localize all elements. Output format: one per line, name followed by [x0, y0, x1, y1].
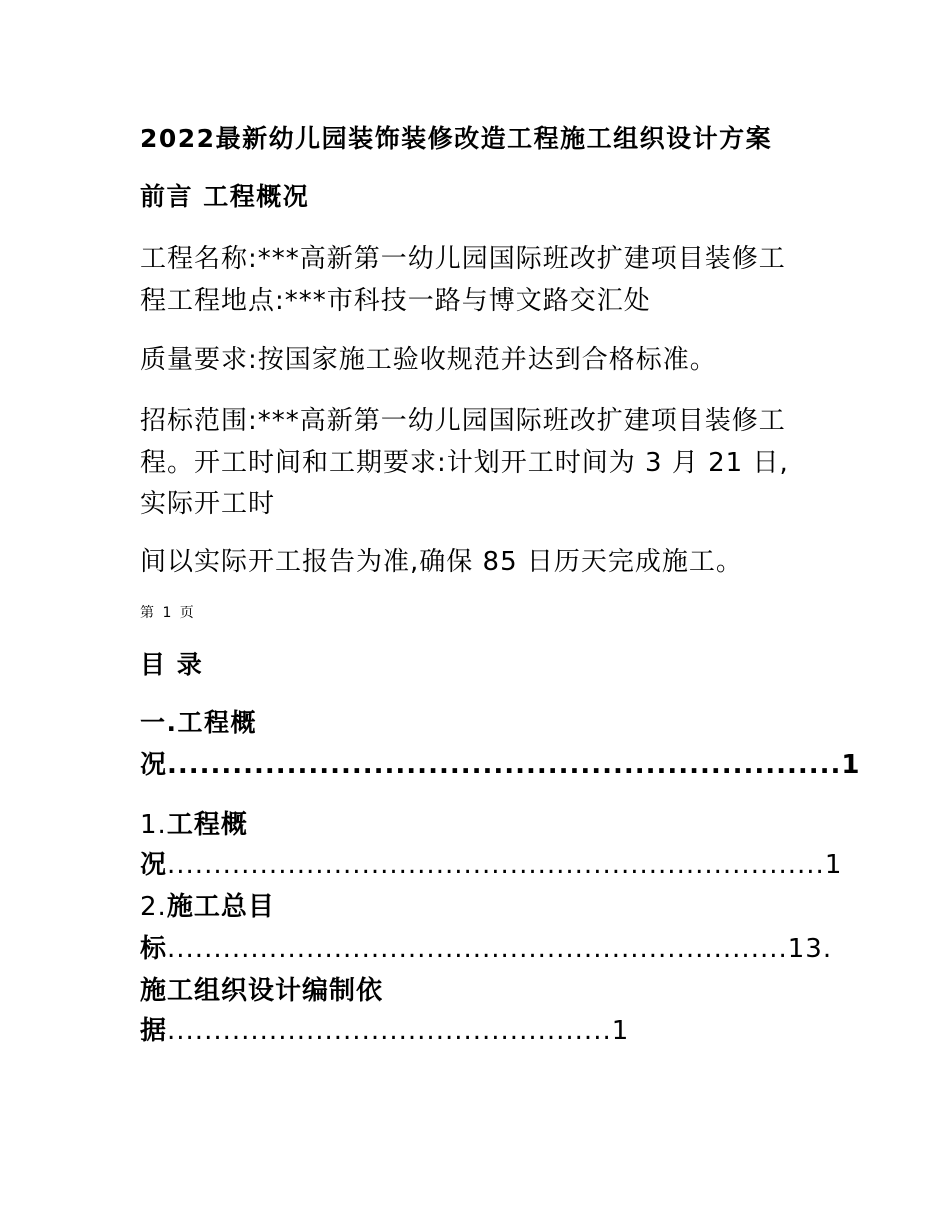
toc-page-number: 1: [824, 850, 843, 880]
toc-entry-label: 工程概: [166, 810, 248, 840]
toc-entry-leader-line: [140, 1018, 629, 1044]
paragraph-line: 质量要求:按国家施工验收规范并达到合格标准。: [140, 345, 717, 375]
toc-entry-leader-line: [140, 752, 860, 778]
page-number: 第 1 页: [140, 605, 196, 621]
paragraph-line: 实际开工时: [140, 489, 276, 519]
toc-entry-leader-line: [140, 852, 842, 878]
toc-leader-dots: ................................................: [167, 1016, 612, 1046]
toc-entry-title: 一.工程概: [140, 708, 257, 737]
paragraph-line: 程工程地点:***市科技一路与博文路交汇处: [140, 286, 651, 316]
toc-entry-title: [140, 894, 275, 920]
section-heading: 前言 工程概况: [140, 182, 310, 211]
toc-entry-label: 况: [140, 750, 168, 780]
toc-heading: 目 录: [140, 650, 204, 679]
document-title: 2022最新幼儿园装饰装修改造工程施工组织设计方案: [140, 124, 773, 153]
toc-page-number: 1: [841, 750, 861, 780]
toc-entry-label: 标: [140, 934, 168, 964]
toc-page-number: 13.: [787, 934, 833, 964]
toc-entry-number: 2.: [140, 892, 167, 922]
paragraph-line: 程。开工时间和工期要求:计划开工时间为 3 月 21 日,: [140, 448, 789, 478]
toc-page-number: 1: [611, 1016, 630, 1046]
toc-entry-label: 况: [140, 850, 168, 880]
paragraph-line: 间以实际开工报告为准,确保 85 日历天完成施工。: [140, 547, 743, 577]
toc-entry-leader-line: [140, 936, 832, 962]
toc-entry-title: 施工组织设计编制依: [140, 976, 384, 1006]
toc-entry-title: [140, 812, 248, 838]
toc-leader-dots: ..............................................................: [167, 750, 842, 780]
toc-entry-label: 施工总目: [166, 892, 275, 922]
paragraph-line: 招标范围:***高新第一幼儿园国际班改扩建项目装修工: [140, 406, 786, 436]
paragraph-line: 工程名称:***高新第一幼儿园国际班改扩建项目装修工: [140, 244, 786, 274]
toc-leader-dots: ...................................................................: [167, 934, 788, 964]
toc-entry-label: 据: [140, 1016, 168, 1046]
toc-leader-dots: .......................................................................: [167, 850, 825, 880]
toc-entry-number: 1.: [140, 810, 167, 840]
